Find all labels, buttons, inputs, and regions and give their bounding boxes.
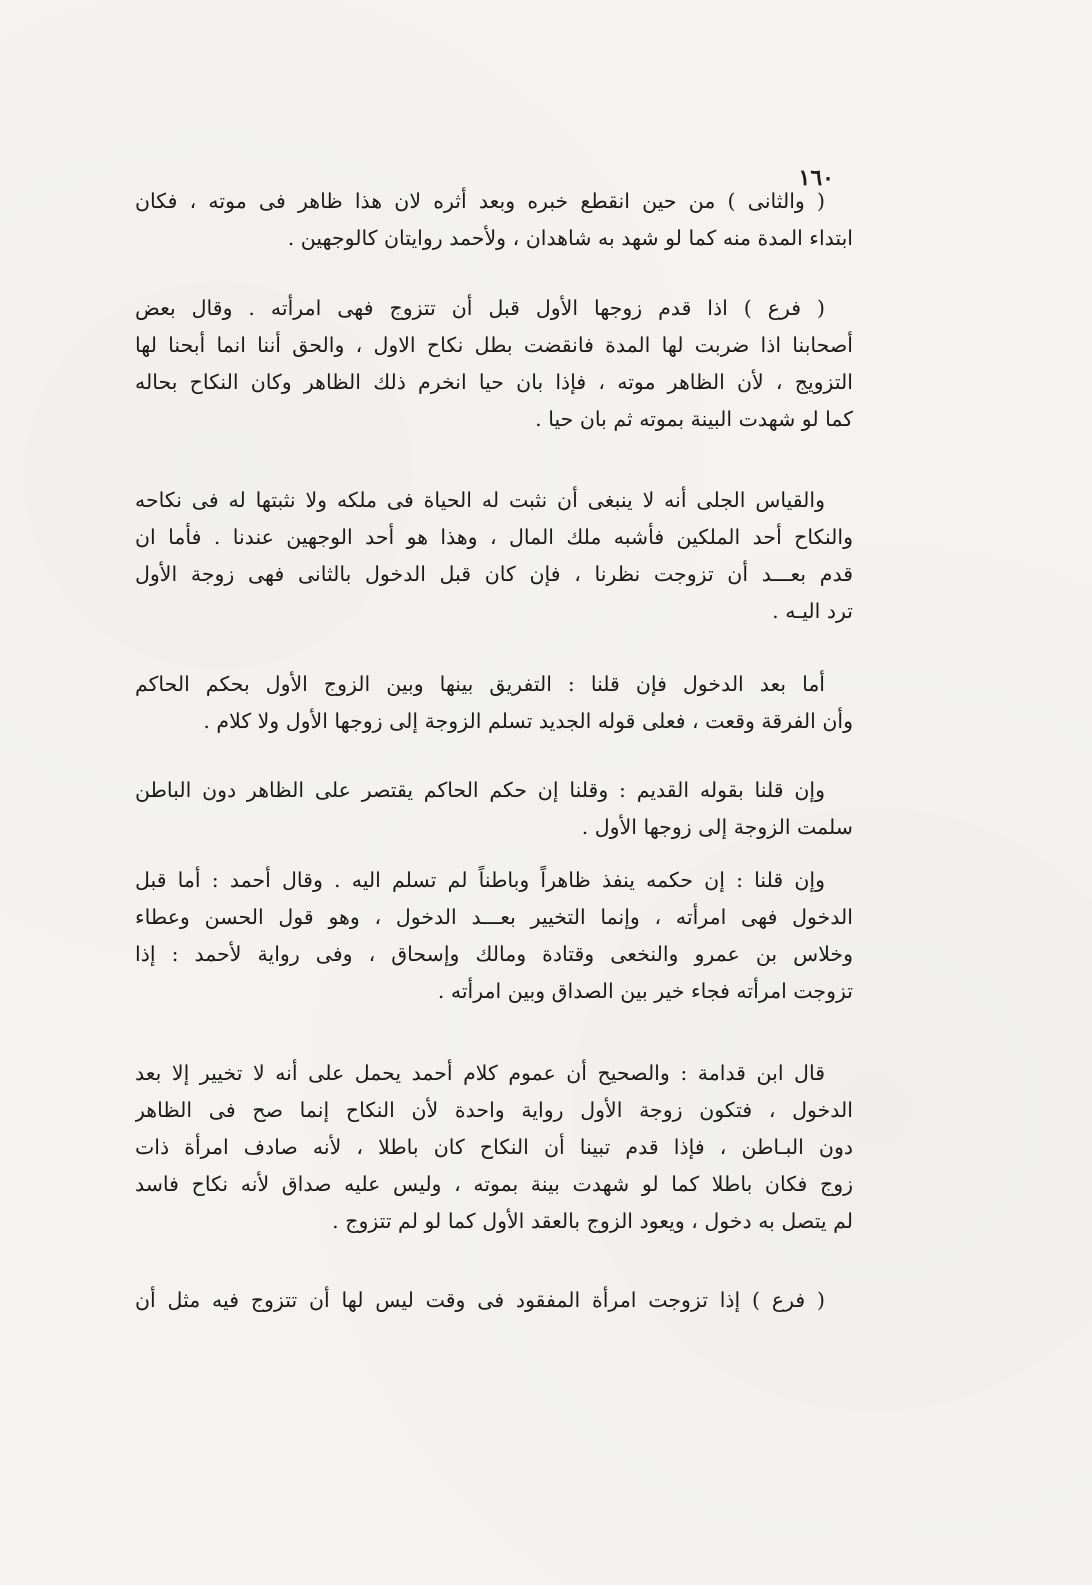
paragraph-5 xyxy=(135,772,853,846)
paragraph-8 xyxy=(135,1282,853,1319)
text-line: ( والثانى ) من حين انقطع خبره وبعد أثره لان هذا ظاهر فى موته ، فكان xyxy=(135,189,825,213)
page-number: ١٦٠ xyxy=(798,165,834,191)
paragraph-7 xyxy=(135,1055,853,1240)
paragraph-6 xyxy=(135,862,853,1010)
text-line: ترد اليـه . xyxy=(772,599,853,623)
text-line: قال ابن قدامة : والصحيح أن عموم كلام أحمد يحمل على أنه لا تخيير إلا بعد xyxy=(135,1061,825,1085)
text-line: زوج فكان باطلا كما لو شهدت بينة بموته ، وليس عليه صداق لأنه نكاح فاسد xyxy=(135,1172,853,1196)
paragraph-1 xyxy=(135,183,853,257)
paragraph-3 xyxy=(135,482,853,630)
text-line: والنكاح أحد الملكين فأشبه ملك المال ، وهذا هو أحد الوجهين عندنا . فأما ان xyxy=(135,525,853,549)
text-line: أما بعد الدخول فإن قلنا : التفريق بينها وبين الزوج الأول بحكم الحاكم xyxy=(135,672,825,696)
text-line: قدم بعـــد أن تزوجت نظرنا ، فإن كان قبل الدخول بالثانى فهى زوجة الأول xyxy=(135,562,853,586)
text-line: تزوجت امرأته فجاء خير بين الصداق وبين امرأته . xyxy=(437,979,853,1003)
text-line: سلمت الزوجة إلى زوجها الأول . xyxy=(581,815,853,839)
text-line: والقياس الجلى أنه لا ينبغى أن نثبت له الحياة فى ملكه ولا نثبتها له فى نكاحه xyxy=(135,488,825,512)
text-line: كما لو شهدت البينة بموته ثم بان حيا . xyxy=(535,407,853,431)
text-line: الدخول ، فتكون زوجة الأول رواية واحدة لأن النكاح إنما صح فى الظاهر xyxy=(135,1098,853,1122)
text-line: ابتداء المدة منه كما لو شهد به شاهدان ، ولأحمد روايتان كالوجهين . xyxy=(287,226,853,250)
text-line: الدخول فهى امرأته ، وإنما التخيير بعـــد الدخول ، وهو قول الحسن وعطاء xyxy=(135,905,853,929)
paragraph-2 xyxy=(135,290,853,438)
text-line: وخلاس بن عمرو والنخعى وقتادة ومالك وإسحاق ، وفى رواية لأحمد : إذا xyxy=(135,942,853,966)
paragraph-4 xyxy=(135,666,853,740)
text-line: ( فرع ) اذا قدم زوجها الأول قبل أن تتزوج فهى امرأته . وقال بعض xyxy=(135,296,825,320)
text-line: التزويج ، لأن الظاهر موته ، فإذا بان حيا انخرم ذلك الظاهر وكان النكاح بحاله xyxy=(135,370,853,394)
text-line: وإن قلنا بقوله القديم : وقلنا إن حكم الحاكم يقتصر على الظاهر دون الباطن xyxy=(135,778,825,802)
text-line: أصحابنا اذا ضربت لها المدة فانقضت بطل نكاح الاول ، والحق أننا انما أبحنا لها xyxy=(135,333,853,357)
text-line: ( فرع ) إذا تزوجت امرأة المفقود فى وقت ليس لها أن تتزوج فيه مثل أن xyxy=(135,1288,825,1312)
text-line: دون البـاطن ، فإذا قدم تبينا أن النكاح كان باطلا ، لأنه صادف امرأة ذات xyxy=(135,1135,853,1159)
text-line: وأن الفرقة وقعت ، فعلى قوله الجديد تسلم الزوجة إلى زوجها الأول ولا كلام . xyxy=(203,709,853,733)
text-line: وإن قلنا : إن حكمه ينفذ ظاهراً وباطناً لم تسلم اليه . وقال أحمد : أما قبل xyxy=(135,868,825,892)
text-line: لم يتصل به دخول ، ويعود الزوج بالعقد الأول كما لو لم تتزوج . xyxy=(332,1209,853,1233)
